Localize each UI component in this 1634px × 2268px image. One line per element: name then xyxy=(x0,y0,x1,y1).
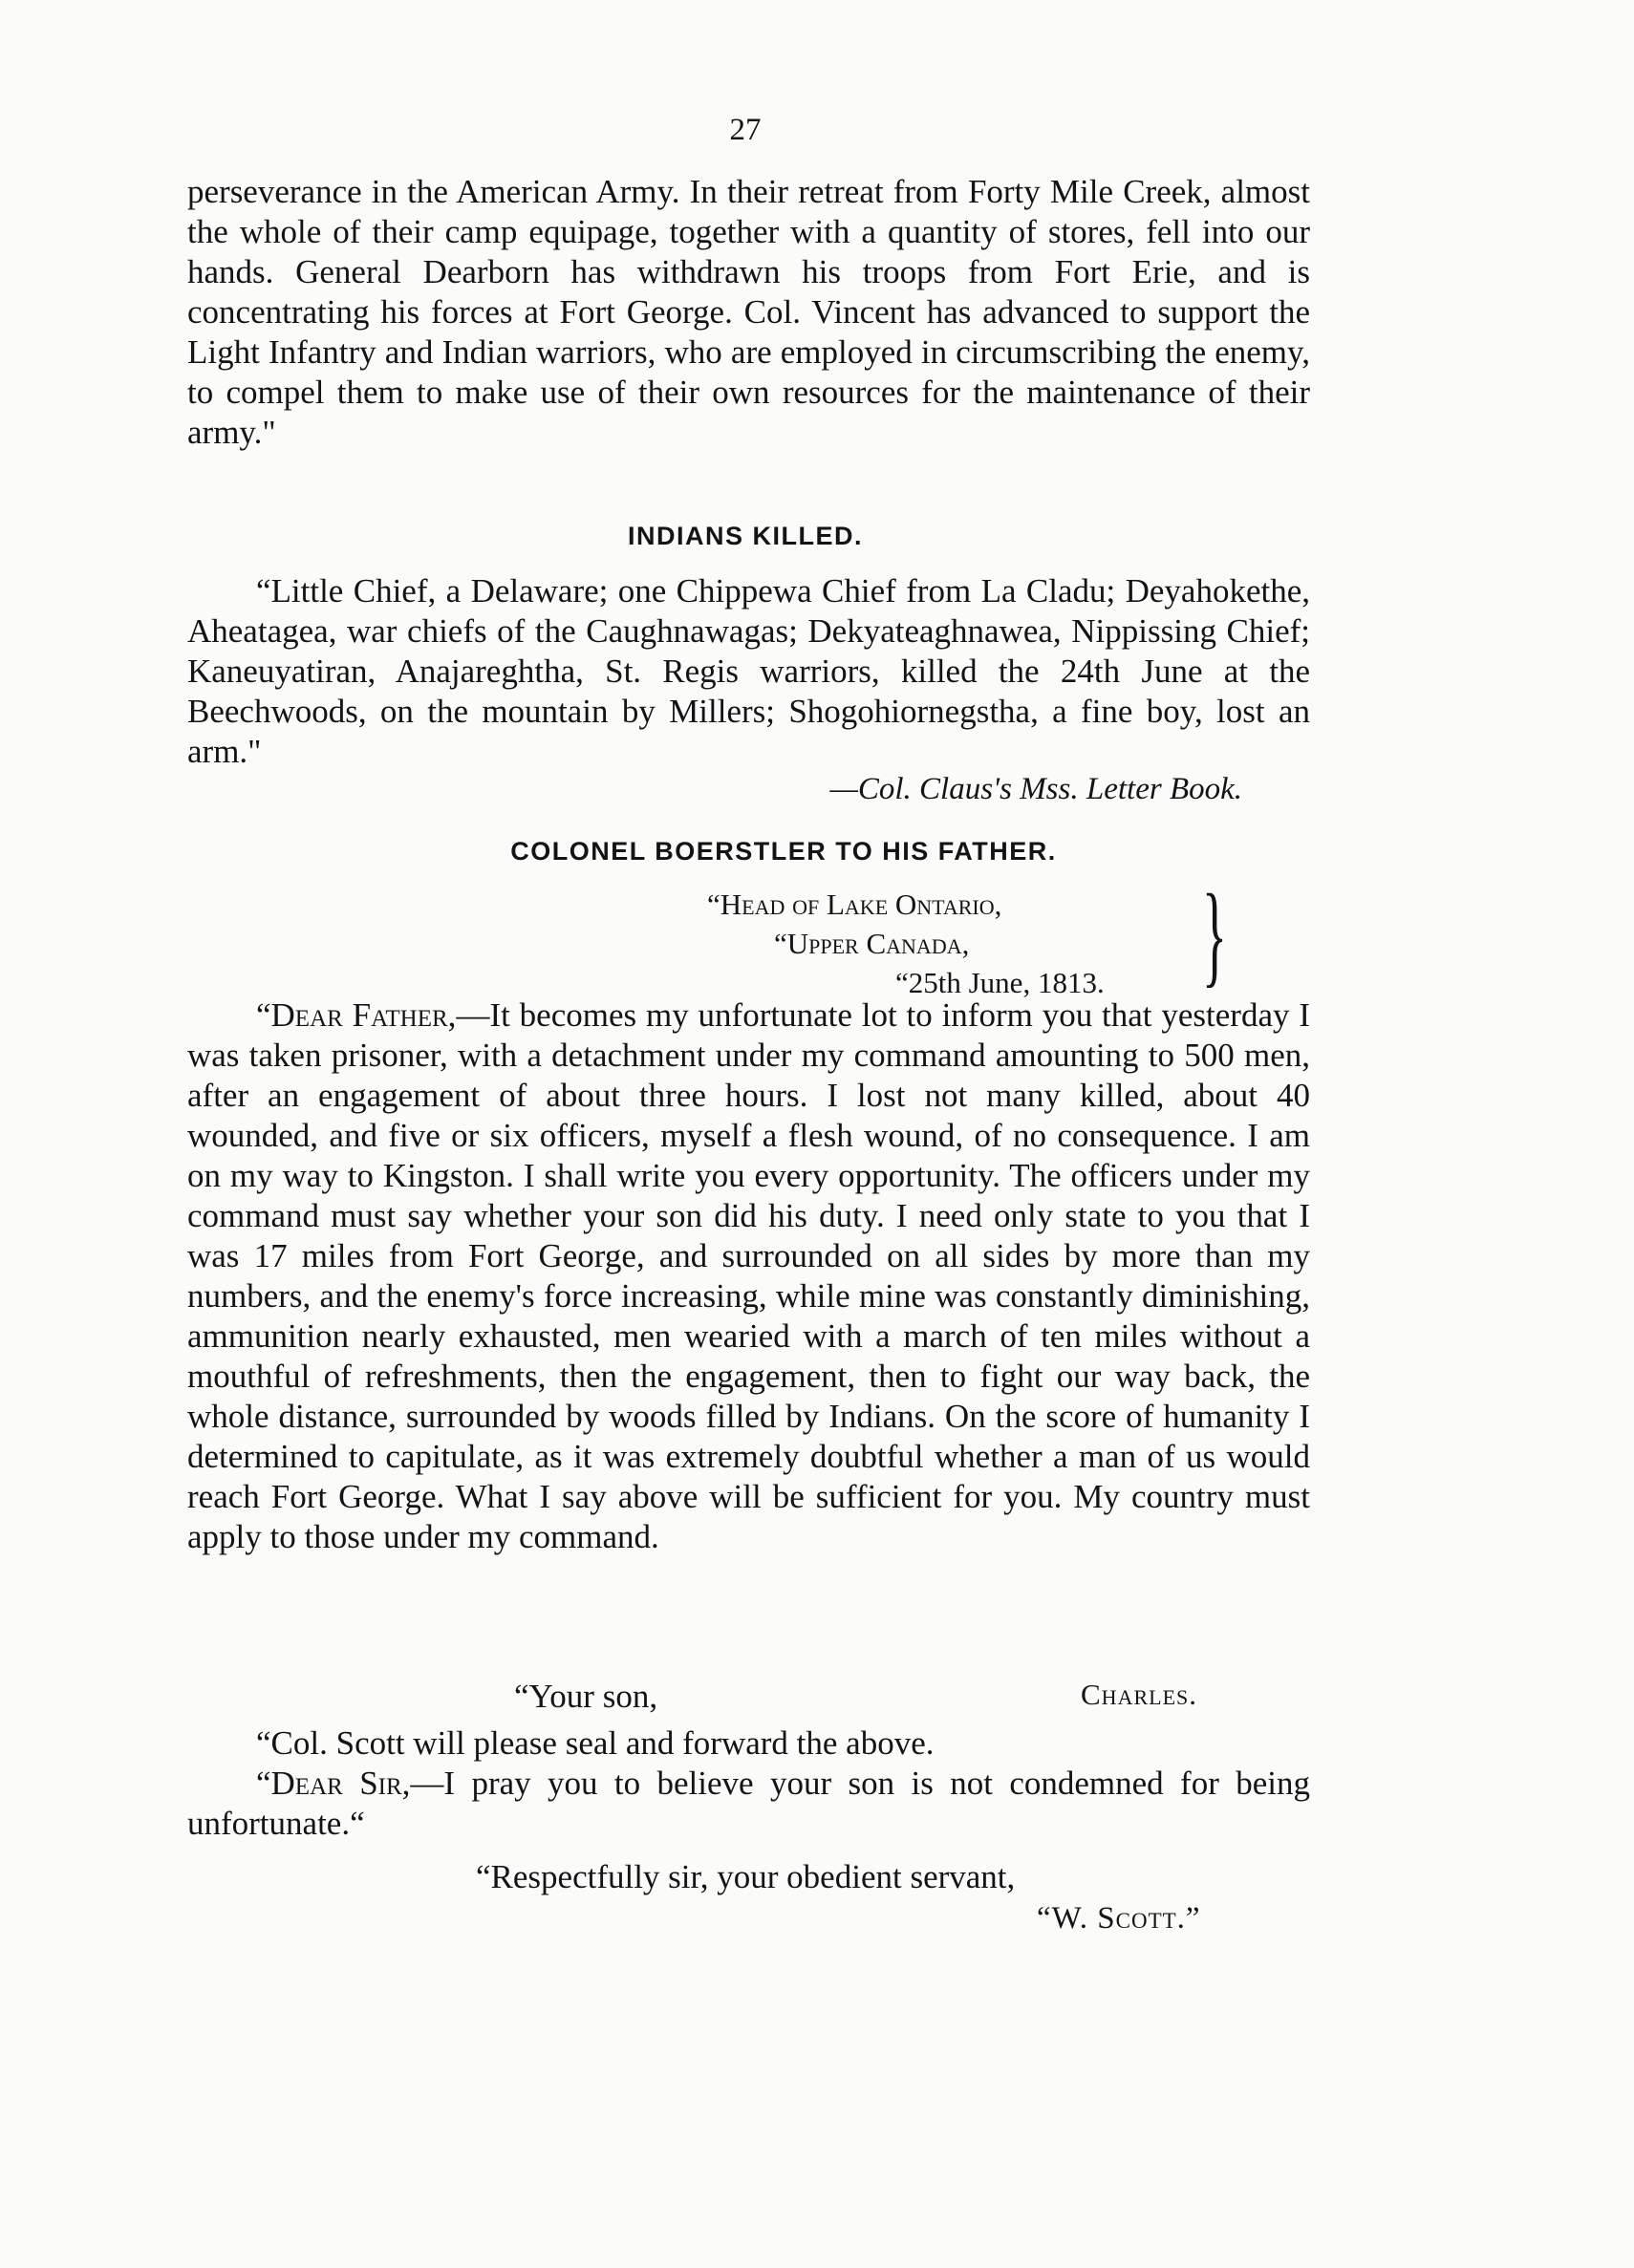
address-line-3: “25th June, 1813. xyxy=(895,966,1105,999)
postscript-block xyxy=(187,1723,1310,1844)
address-line-2: “Upper Canada, xyxy=(774,927,970,960)
intro-paragraph xyxy=(187,172,1310,453)
postscript-1: “Col. Scott will please seal and forward the above. xyxy=(256,1724,935,1762)
section-heading-indians-killed: INDIANS KILLED. xyxy=(627,522,863,550)
signoff-text: “Your son, xyxy=(514,1678,658,1715)
address-brace: } xyxy=(1202,870,1227,997)
letter-paragraph xyxy=(187,995,1310,1557)
section-heading-boerstler: COLONEL BOERSTLER TO HIS FATHER. xyxy=(510,837,1057,866)
closing-signature: “W. Scott.” xyxy=(1037,1901,1201,1936)
letter-salutation: “Dear Father, xyxy=(256,996,457,1034)
closing-line: “Respectfully sir, your obedient servant, xyxy=(476,1858,1016,1895)
page-number: 27 xyxy=(729,113,762,147)
intro-text: perseverance in the American Army. In their retreat from Forty Mile Creek, almost the whole of their camp equipage, together with a quantity of stores, fell into our hands. General Dearborn has withdrawn his troops from Fort Erie, and is concentrating his forces at Fort George. Col. Vincent has advanced to support the Light Infantry and Indian warriors, who are employed in circumscribing the enemy, to compel them to make use of their own resources for the maintenance of their army." xyxy=(187,173,1310,451)
postscript-2 xyxy=(187,1764,1310,1844)
signature-charles: Charles. xyxy=(1081,1678,1197,1711)
citation: —Col. Claus's Mss. Letter Book. xyxy=(829,772,1242,806)
postscript-text: —I pray you to believe your son is not condemned for being unfortunate.“ xyxy=(187,1765,1310,1842)
letter-address xyxy=(669,885,1185,1002)
postscript-salutation: “Dear Sir, xyxy=(256,1765,411,1802)
address-line-1: “Head of Lake Ontario, xyxy=(707,888,1002,921)
letter-body xyxy=(187,995,1310,1557)
indians-paragraph xyxy=(187,571,1310,772)
indians-text: “Little Chief, a Delaware; one Chippewa Chief from La Cladu; Deyahokethe, Aheatagea, war chiefs of the Caughnawagas; Dekyateaghnawea, Nippissing Chief; Kaneuyatiran, Anajareghtha, St. Regis warriors, killed the 24th June at the Beechwoods, on the mountain by Millers; Shogohiornegstha, a fine boy, lost an arm." xyxy=(187,572,1310,770)
letter-text: —It becomes my unfortunate lot to inform you that yesterday I was taken prisoner, with a detachment under my command amounting to 500 men, after an engagement of about three hours. I lost not many killed, about 40 wounded, and five or six officers, myself a flesh wound, of no consequence. I am on my way to Kingston. I shall write you every opportunity. The officers under my command must say whether your son did his duty. I need only state to you that I was 17 miles from Fort George, and surrounded on all sides by more than my numbers, and the enemy's force increasing, while mine was constantly diminishing, ammunition nearly exhausted, men wearied with a march of ten miles without a mouthful of refreshments, then the engagement, then to fight our way back, the whole distance, surrounded by woods filled by Indians. On the score of humanity I determined to capitulate, as it was extremely doubtful whether a man of us would reach Fort George. What I say above will be sufficient for you. My country must apply to those under my command. xyxy=(187,996,1310,1555)
letter-signoff xyxy=(187,1678,1310,1718)
